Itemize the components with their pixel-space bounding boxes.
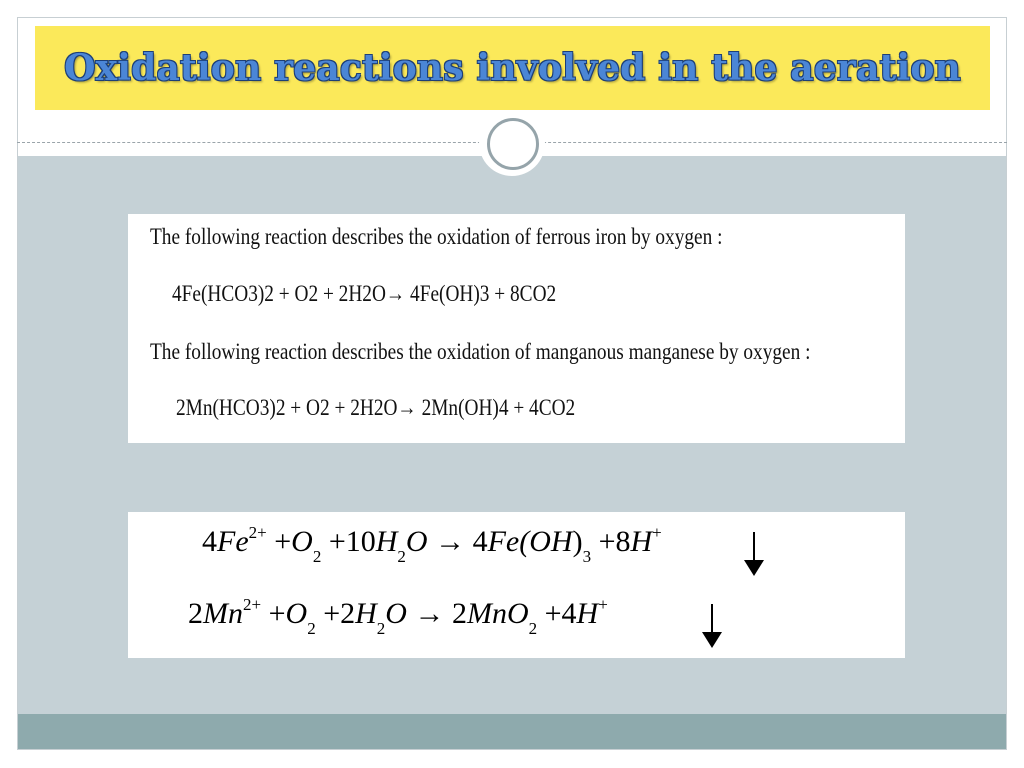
manganese-ionic-equation	[188, 595, 608, 638]
coefficient: 8	[615, 525, 631, 558]
ferrous-iron-reaction: 4Fe(HCO3)2 + O2 + 2H2O→ 4Fe(OH)3 + 8CO2	[172, 281, 557, 306]
subscript: 2	[397, 547, 406, 566]
subscript: 2	[528, 619, 538, 638]
iron-ionic-equation	[202, 523, 662, 566]
species: Fe(	[487, 525, 530, 558]
title-banner	[35, 26, 990, 110]
species: H	[576, 597, 599, 630]
plus-sign: +	[323, 597, 341, 630]
coefficient: 2	[340, 597, 356, 630]
reaction-text-box	[128, 214, 905, 443]
species: H	[375, 525, 398, 558]
coefficient: 4	[561, 597, 577, 630]
species: O	[385, 597, 407, 630]
coefficient: 4	[472, 525, 488, 558]
manganous-manganese-description: The following reaction describes the oxidation of manganous manganese by oxygen :	[150, 339, 811, 364]
species: H	[630, 525, 653, 558]
coefficient: 4	[202, 525, 217, 558]
coefficient: 10	[345, 525, 376, 558]
plus-sign: +	[328, 525, 346, 558]
subscript: 2	[376, 619, 386, 638]
subscript: 2	[307, 619, 316, 638]
charge: 2+	[243, 595, 262, 614]
bracket: )	[572, 525, 583, 558]
manganous-manganese-reaction: 2Mn(HCO3)2 + O2 + 2H2O→ 2Mn(OH)4 + 4CO2	[176, 395, 576, 420]
charge: 2+	[248, 523, 267, 542]
decorative-ring-icon	[487, 118, 539, 170]
ionic-equations-box	[128, 512, 905, 658]
plus-sign: +	[268, 597, 286, 630]
species: MnO	[466, 597, 529, 630]
slide-title: Oxidation reactions involved in the aeration	[64, 47, 961, 89]
ferrous-iron-description: The following reaction describes the oxidation of ferrous iron by oxygen :	[150, 224, 723, 249]
species: O	[285, 597, 308, 630]
species: H	[355, 597, 377, 630]
charge: +	[598, 595, 608, 614]
coefficient: 2	[451, 597, 467, 630]
coefficient: 2	[188, 597, 203, 630]
plus-sign: +	[544, 597, 562, 630]
reaction-arrow-icon: →	[435, 525, 466, 558]
subscript: 2	[312, 547, 322, 566]
reaction-arrow-icon: →	[414, 597, 445, 630]
plus-sign: +	[598, 525, 616, 558]
species: Mn	[203, 597, 243, 630]
species: O	[405, 525, 428, 558]
species: Fe	[217, 525, 249, 558]
subscript: 3	[582, 547, 592, 566]
footer-band	[18, 714, 1006, 749]
species: OH	[529, 525, 573, 558]
plus-sign: +	[274, 525, 292, 558]
charge: +	[652, 523, 662, 542]
species: O	[291, 525, 313, 558]
